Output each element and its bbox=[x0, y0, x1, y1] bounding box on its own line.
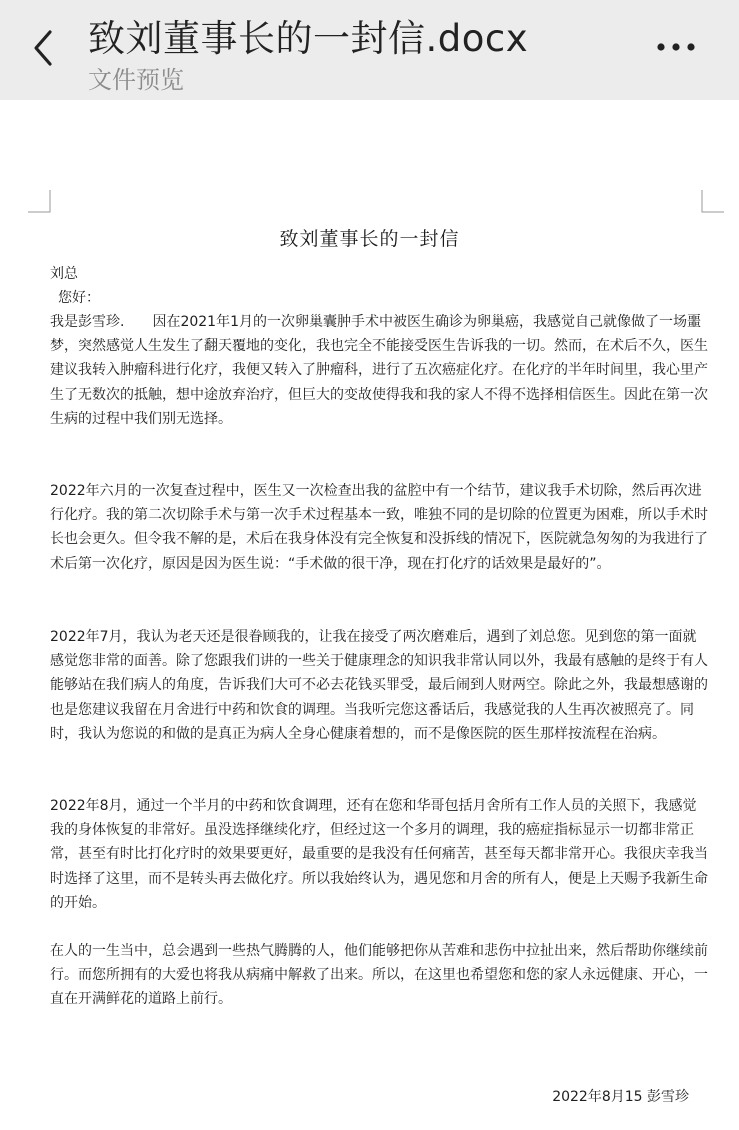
paragraph-1: 我是彭雪珍. 因在2021年1月的一次卵巢囊肿手术中被医生确诊为卵巢癌，我感觉自己就像做了一场噩梦，突然感觉人生发生了翻天覆地的变化，我也完全不能接受医生告诉我的一切。然而，在术后不久，医生建议我转入肿瘤科进行化疗，我便又转入了肿瘤科，进行了五次癌症化疗。在化疗的半年时间里，我心里产生了无数次的抵触，想中途放弃治疗，但巨大的变故使得我和我的家人不得不选择相信医生。因此在第一次生病的过程中我们别无选择。 bbox=[50, 314, 708, 427]
app-header bbox=[0, 0, 739, 100]
paragraph-2: 2022年六月的一次复查过程中，医生又一次检查出我的盆腔中有一个结节，建议我手术切除，然后再次进行化疗。我的第二次切除手术与第一次手术过程基本一致，唯独不同的是切除的位置更为困难，所以手术时长也会更久。但令我不解的是，术后在我身体没有完全恢复和没拆线的情况下，医院就急匆匆的为我进行了术后第一次化疗，原因是因为医生说：“手术做的很干净，现在打化疗的话效果是最好的”。 bbox=[50, 483, 708, 572]
chevron-left-icon[interactable] bbox=[28, 26, 58, 70]
page-corner-mark-right bbox=[700, 190, 724, 214]
signature-date: 2022年8月15 彭雪珍 bbox=[552, 1089, 689, 1105]
greeting: 您好： bbox=[58, 290, 100, 306]
paragraph-5: 在人的一生当中，总会遇到一些热气腾腾的人，他们能够把你从苦难和悲伤中拉扯出来，然后帮助你继续前行。而您所拥有的大爱也将我从病痛中解救了出来。所以，在这里也希望您和您的家人永远健康、开心，一直在开满鲜花的道路上前行。 bbox=[50, 943, 708, 1008]
paragraph-3: 2022年7月，我认为老天还是很眷顾我的，让我在接受了两次磨难后，遇到了刘总您。见到您的第一面就感觉您非常的面善。除了您跟我们讲的一些关于健康理念的知识我非常认同以外，我最有感触的是终于有人能够站在我们病人的角度，告诉我们大可不必去花钱买罪受，最后闹到人财两空。除此之外，我最想感谢的也是您建议我留在月舍进行中药和饮食的调理。当我听完您这番话后，我感觉我的人生再次被照亮了。同时，我认为您说的和做的是真正为病人全身心健康着想的，而不是像医院的医生那样按流程在治病。 bbox=[50, 629, 708, 742]
paragraph-4: 2022年8月，通过一个半月的中药和饮食调理，还有在您和华哥包括月舍所有工作人员的关照下，我感觉我的身体恢复的非常好。虽没选择继续化疗，但经过这一个多月的调理，我的癌症指标显示一切都非常正常，甚至有时比打化疗时的效果要更好，最重要的是我没有任何痛苦，甚至每天都非常开心。我很庆幸我当时选择了这里，而不是转头再去做化疗。所以我始终认为，遇见您和月舍的所有人，便是上天赐予我新生命的开始。 bbox=[50, 798, 708, 911]
file-subtitle: 文件预览 bbox=[88, 66, 184, 94]
document-title: 致刘董事长的一封信 bbox=[279, 228, 460, 250]
salutation: 刘总 bbox=[50, 266, 78, 282]
file-title: 致刘董事长的一封信.docx bbox=[88, 17, 529, 60]
more-horizontal-icon[interactable] bbox=[654, 30, 698, 62]
page-corner-mark-left bbox=[28, 190, 52, 214]
